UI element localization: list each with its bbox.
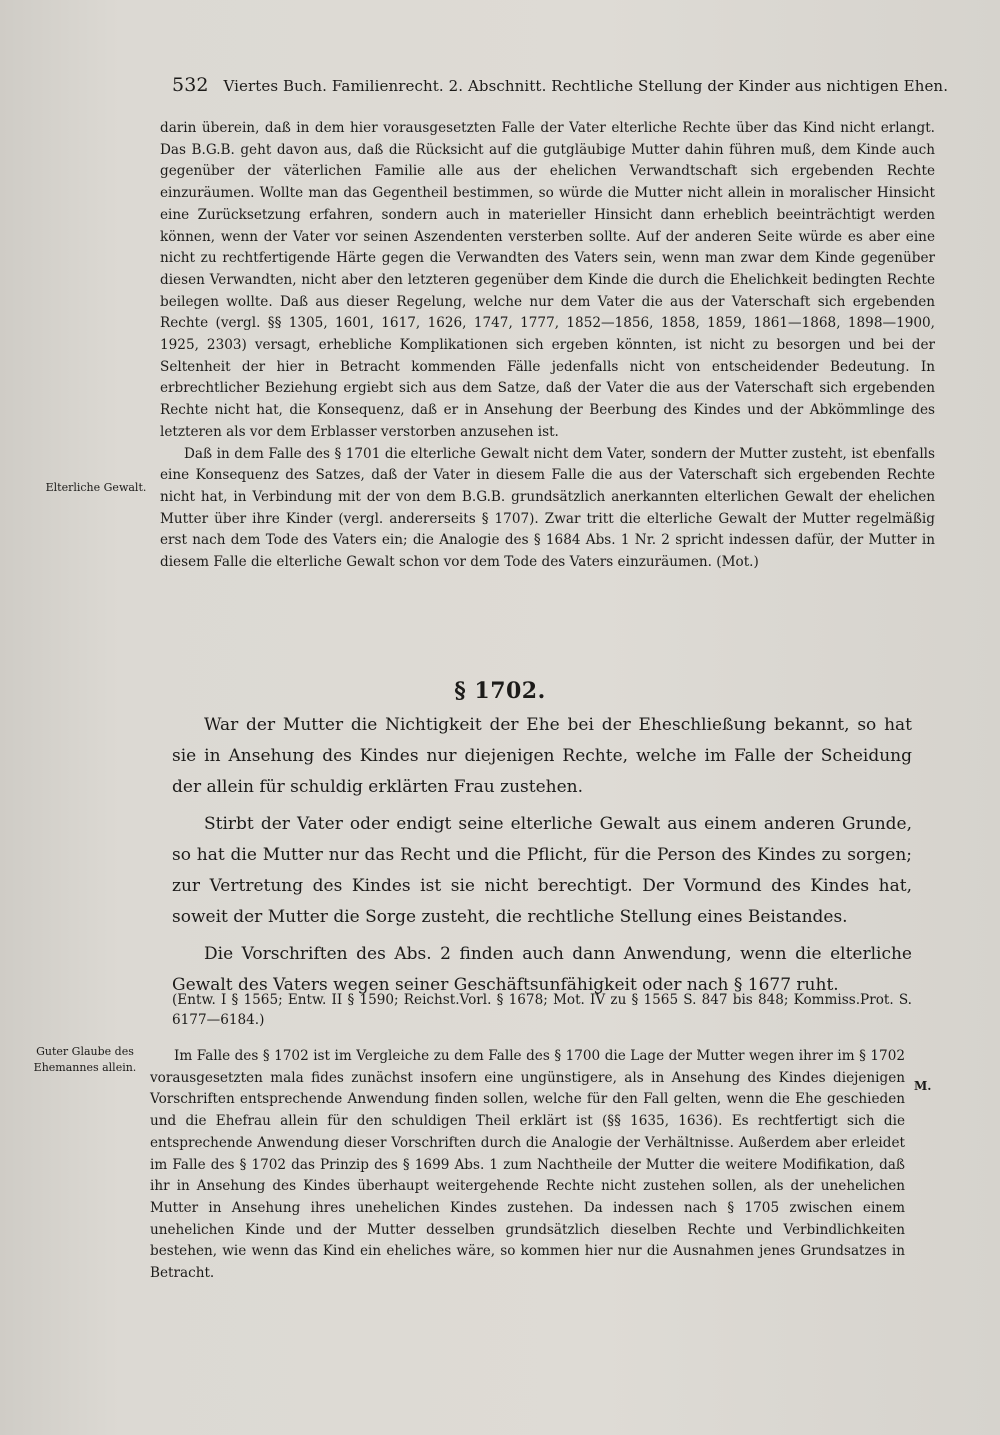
commentary-paragraph: Im Falle des § 1702 ist im Vergleiche zu dem Falle des § 1700 die Lage der Mutter wegen ihrer im § 1702 vorausgesetzten mala fides zunächst insofern eine ungünstigere, als in Ansehung des Kindes diejenigen Vorschriften entsprechende Anwendung finden sollen, welche für den Fall gelten, wenn die Ehe geschieden und die Ehefrau allein für den schuldigen Theil erklärt ist (§§ 1635, 1636). Es rechtfertigt sich die entsprechende Anwendung dieser Vorschriften durch die Analogie der Verhältnisse. Außerdem aber erleidet im Falle des § 1702 das Prinzip des § 1699 Abs. 1 zum Nachtheile der Mutter die weitere Modifikation, daß ihr in Ansehung des Kindes überhaupt weitergehende Rechte nicht zustehen sollen, als der unehelichen Mutter in Ansehung ihres unehelichen Kindes zustehen. Da indessen nach § 1705 zwischen einem unehelichen Kinde und der Mutter desselben grundsätzlich dieselben Rechte und Verbindlichkeiten bestehen, wie wenn das Kind ein eheliches wäre, so kommen hier nur die Ausnahmen jenes Grundsatzes in Betracht. <box>150 1048 905 1282</box>
section-heading: § 1702. <box>454 678 546 704</box>
citation-text: (Entw. I § 1565; Entw. II § 1590; Reichst.Vorl. § 1678; Mot. IV zu § 1565 S. 847 bis 848; Kommiss.Prot. S. 6177—6184.) <box>172 992 912 1028</box>
commentary-block-1 <box>160 118 935 574</box>
page-number: 532 <box>172 74 209 96</box>
running-title: Viertes Buch. Familienrecht. 2. Abschnitt. Rechtliche Stellung der Kinder aus nichtigen Ehen. <box>223 77 949 95</box>
commentary-paragraph: Daß in dem Falle des § 1701 die elterliche Gewalt nicht dem Vater, sondern der Mutter zusteht, ist ebenfalls eine Konsequenz des Satzes, daß der Vater in diesem Falle die aus der Vaterschaft sich ergebenden Rechte nicht hat, in Verbindung mit der von dem B.G.B. grundsätzlich anerkannten elterlichen Gewalt der ehelichen Mutter über ihre Kinder (vergl. andererseits § 1707). Zwar tritt die elterliche Gewalt der Mutter regelmäßig erst nach dem Tode des Vaters ein; die Analogie des § 1684 Abs. 1 Nr. 2 spricht indessen dafür, der Mutter in diesem Falle die elterliche Gewalt schon vor dem Tode des Vaters einzuräumen. (Mot.) <box>160 445 935 571</box>
statute-paragraph: War der Mutter die Nichtigkeit der Ehe bei der Eheschließung bekannt, so hat sie in Ansehung des Kindes nur diejenigen Rechte, welche im Falle der Scheidung der allein für schuldig erklärten Frau zustehen. <box>172 715 912 797</box>
running-header <box>172 74 952 96</box>
statute-citation <box>172 990 912 1030</box>
margin-note-elterliche-gewalt: Elterliche Gewalt. <box>45 481 147 494</box>
commentary-block-2 <box>150 1046 905 1285</box>
commentary-paragraph: darin überein, daß in dem hier vorausgesetzten Falle der Vater elterliche Rechte über das Kind nicht erlangt. Das B.G.B. geht davon aus, daß die Rücksicht auf die gutgläubige Mutter dahin führen muß, dem Kinde auch gegenüber der väterlichen Familie alle aus der ehelichen Verwandtschaft sich ergebenden Rechte einzuräumen. Wollte man das Gegentheil bestimmen, so würde die Mutter nicht allein in moralischer Hinsicht eine Zurücksetzung erfahren, sondern auch in materieller Hinsicht dann erheblich beeinträchtigt werden können, wenn der Vater vor seinen Aszendenten versterben sollte. Auf der anderen Seite würde es aber eine nicht zu rechtfertigende Härte gegen die Verwandten des Vaters sein, wenn man zwar dem Kinde gegenüber diesen Verwandten, nicht aber den letzteren gegenüber dem Kinde die durch die Ehelichkeit bedingten Rechte beilegen wollte. Daß aus dieser Regelung, welche nur dem Vater die aus der Vaterschaft sich ergebenden Rechte (vergl. §§ 1305, 1601, 1617, 1626, 1747, 1777, 1852—1856, 1858, 1859, 1861—1868, 1898—1900, 1925, 2303) versagt, erhebliche Komplikationen sich ergeben könnten, ist nicht zu besorgen und bei der Seltenheit der hier in Betracht kommenden Fälle jedenfalls nicht von entscheidender Bedeutung. In erbrechtlicher Beziehung ergiebt sich aus dem Satze, daß der Vater die aus der Vaterschaft sich ergebenden Rechte nicht hat, die Konsequenz, daß er in Ansehung der Beerbung des Kindes und der Abkömmlinge des letzteren als vor dem Erblasser verstorben anzusehen ist. <box>160 120 935 440</box>
margin-note-guter-glaube: Guter Glaube des Ehemannes allein. <box>33 1045 137 1074</box>
statute-paragraph: Die Vorschriften des Abs. 2 finden auch dann Anwendung, wenn die elterliche Gewalt des Vaters wegen seiner Geschäftsunfähigkeit oder nach § 1677 ruht. <box>172 944 912 995</box>
statute-text <box>172 710 912 1007</box>
motive-marker: M. <box>914 1079 932 1093</box>
statute-paragraph: Stirbt der Vater oder endigt seine elterliche Gewalt aus einem anderen Grunde, so hat die Mutter nur das Recht und die Pflicht, für die Person des Kindes zu sorgen; zur Vertretung des Kindes ist sie nicht berechtigt. Der Vormund des Kindes hat, soweit der Mutter die Sorge zusteht, die rechtliche Stellung eines Beistandes. <box>172 814 912 927</box>
